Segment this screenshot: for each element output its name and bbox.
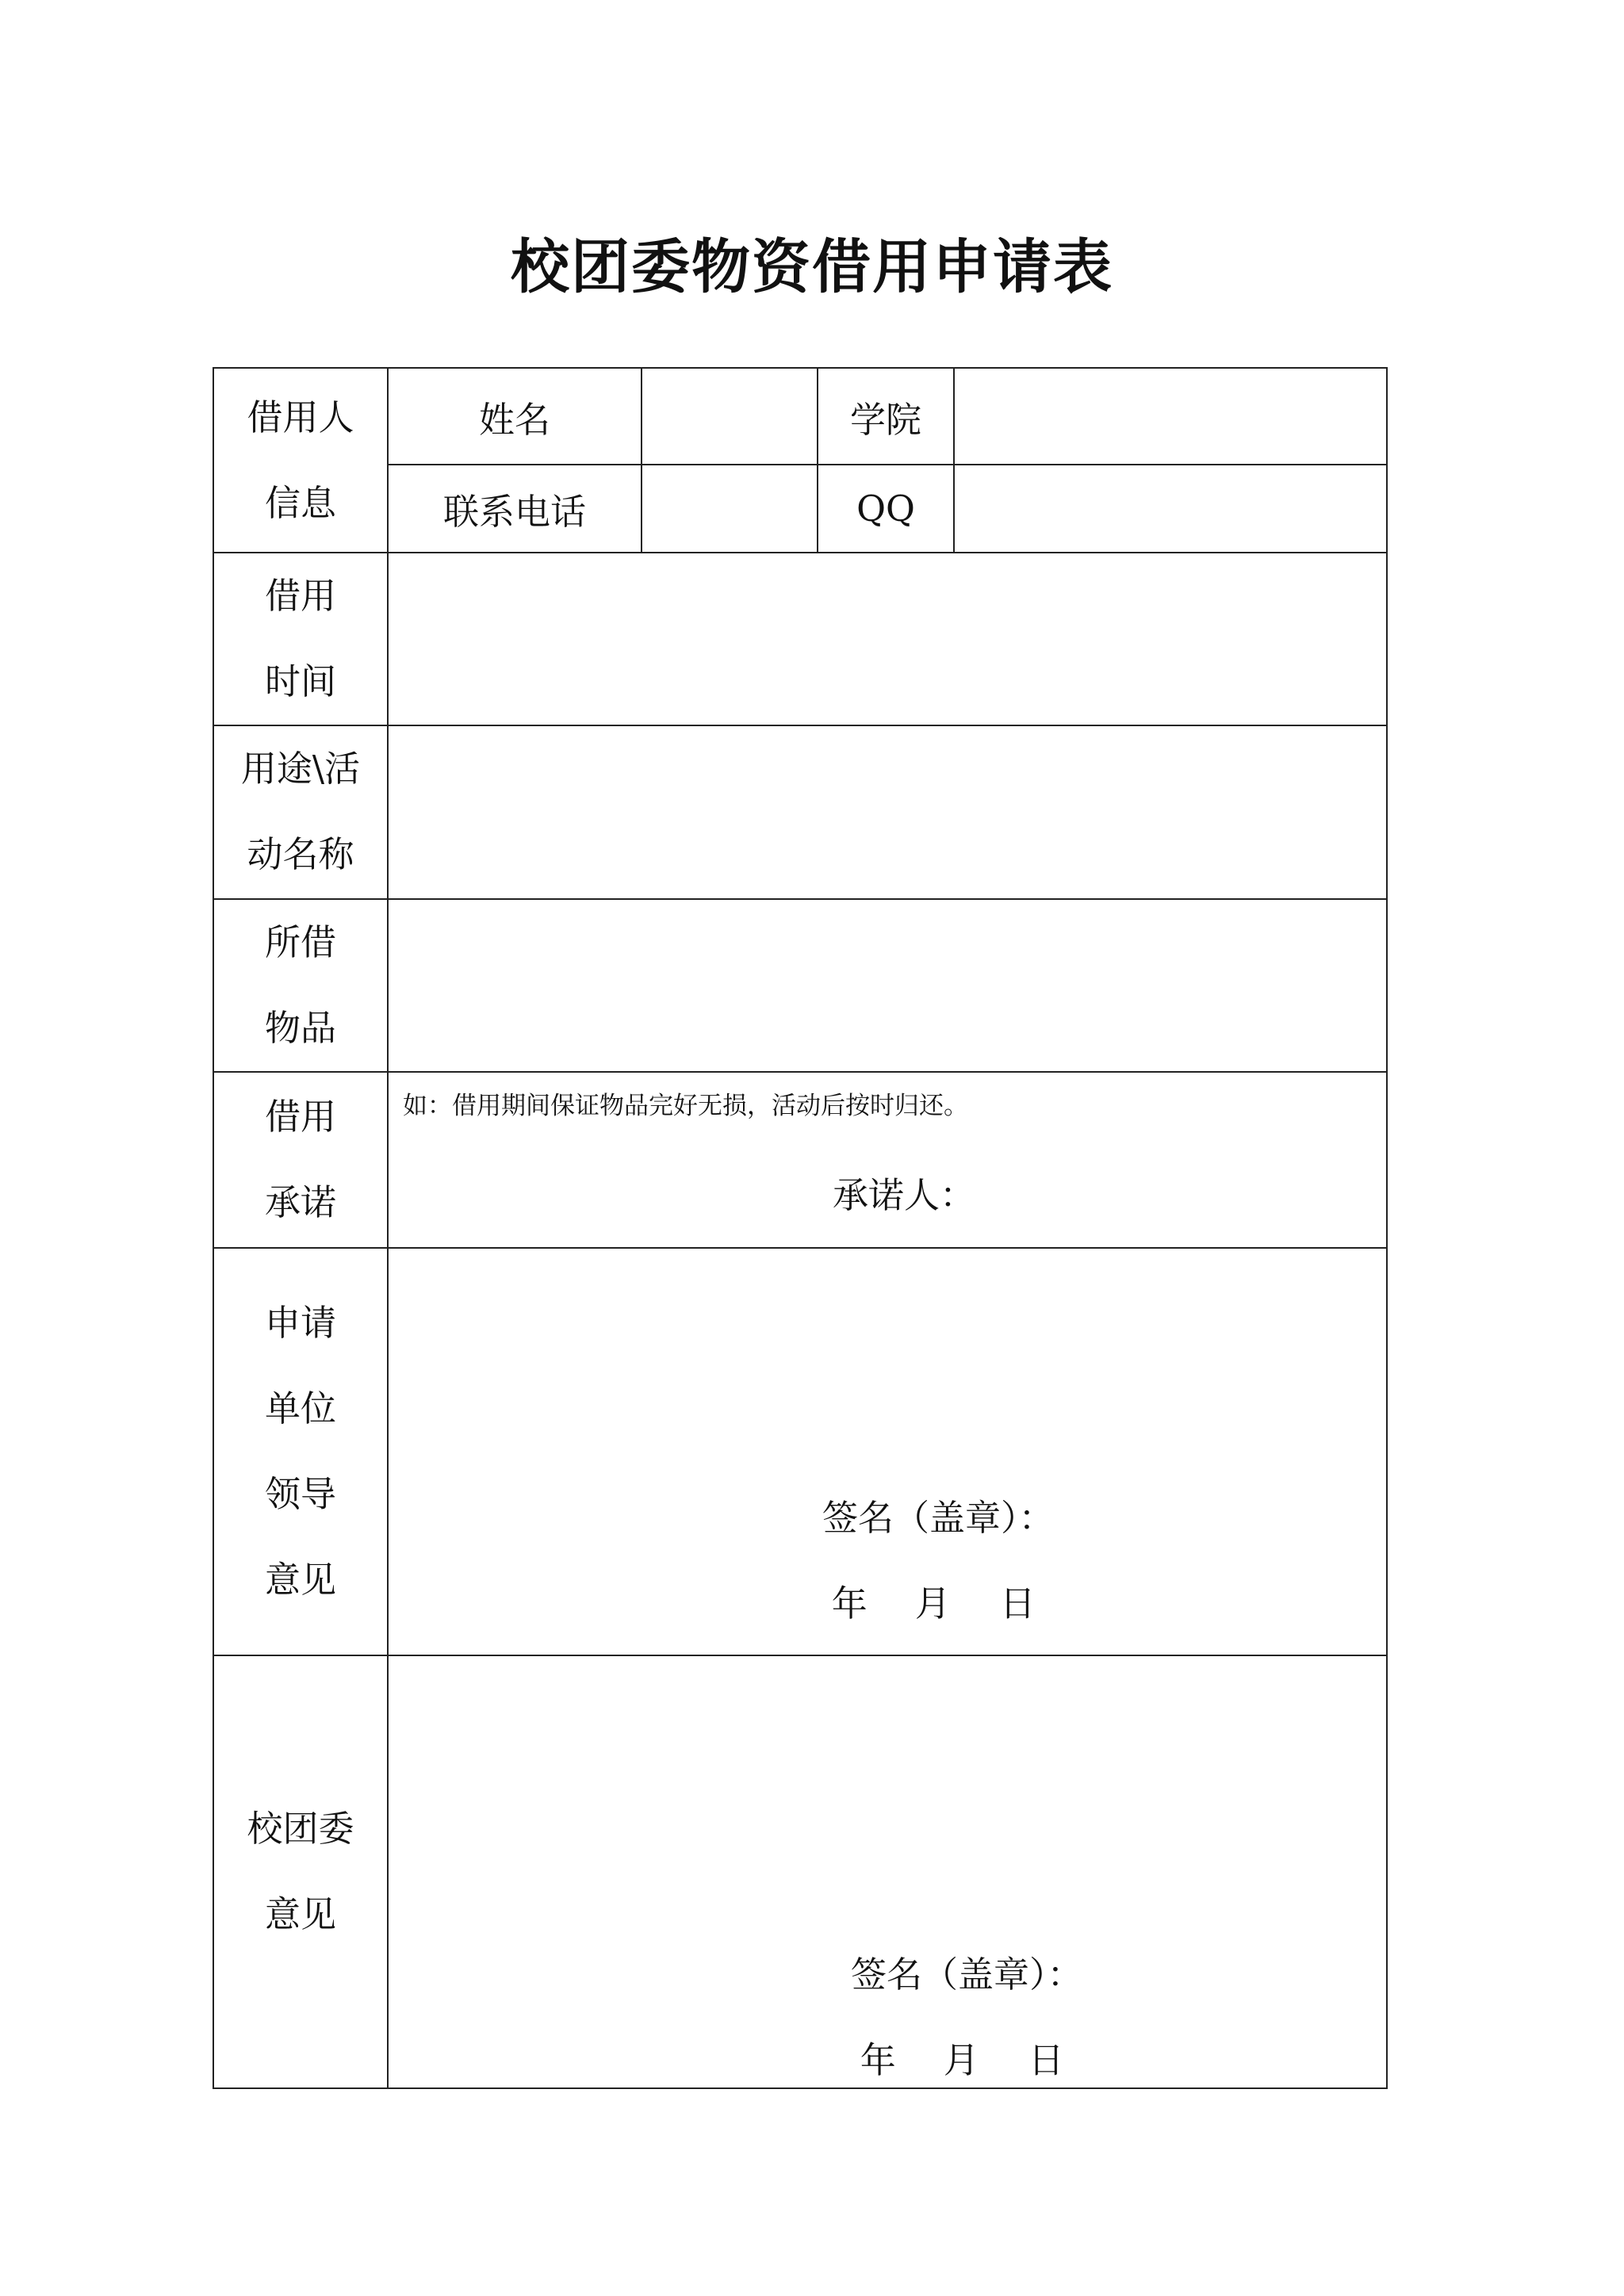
unit-leader-label <box>213 1248 388 1655</box>
items-field[interactable] <box>388 899 1387 1072</box>
items-label-line2: 物品 <box>264 1006 336 1049</box>
league-committee-label <box>213 1655 388 2088</box>
unit-leader-label-line4: 意见 <box>264 1559 336 1601</box>
league-committee-day: 日 <box>1028 2039 1064 2082</box>
college-field[interactable] <box>954 368 1387 465</box>
borrow-time-label-line1: 借用 <box>264 575 336 618</box>
league-committee-field[interactable] <box>388 1655 1387 2088</box>
league-committee-signature-label: 签名（盖章）： <box>851 1954 1083 1996</box>
unit-leader-label-line2: 单位 <box>264 1387 336 1430</box>
league-committee-date-line <box>841 2018 1083 2103</box>
unit-leader-month: 月 <box>914 1582 951 1624</box>
unit-leader-label-line1: 申请 <box>264 1302 336 1345</box>
qq-label: QQ <box>818 465 954 553</box>
pledge-label <box>213 1072 388 1248</box>
name-field[interactable] <box>642 368 818 465</box>
pledge-label-line1: 借用 <box>264 1095 336 1138</box>
unit-leader-day: 日 <box>999 1582 1036 1624</box>
league-committee-signature-block <box>851 1932 1083 2103</box>
items-label-line1: 所借 <box>264 920 336 963</box>
college-label: 学院 <box>818 368 954 465</box>
borrow-time-label <box>213 553 388 725</box>
borrower-info-label-line1: 借用人 <box>247 396 354 438</box>
pledge-signer-label: 承诺人： <box>833 1173 976 1216</box>
items-label <box>213 899 388 1072</box>
items-row <box>213 899 1387 1072</box>
league-committee-row <box>213 1655 1387 2088</box>
league-committee-label-line1: 校团委 <box>247 1808 354 1850</box>
borrower-row-2 <box>213 465 1387 553</box>
unit-leader-signature-block <box>822 1475 1055 1647</box>
unit-leader-label-line3: 领导 <box>264 1473 336 1516</box>
unit-leader-field[interactable] <box>388 1248 1387 1655</box>
application-form-table <box>213 367 1388 2089</box>
qq-field[interactable] <box>954 465 1387 553</box>
unit-leader-date-line <box>813 1561 1055 1647</box>
unit-leader-signature-label: 签名（盖章）： <box>822 1496 1055 1539</box>
unit-leader-year: 年 <box>831 1582 868 1624</box>
borrower-row-1 <box>213 368 1387 465</box>
purpose-label-line2: 动名称 <box>247 833 354 876</box>
phone-label: 联系电话 <box>388 465 642 553</box>
purpose-row <box>213 725 1387 898</box>
league-committee-month: 月 <box>943 2039 979 2082</box>
pledge-row <box>213 1072 1387 1248</box>
borrow-time-label-line2: 时间 <box>264 660 336 703</box>
pledge-label-line2: 承诺 <box>264 1181 336 1223</box>
name-label: 姓名 <box>388 368 642 465</box>
borrower-info-label-line2: 信息 <box>264 481 336 524</box>
page-title: 校团委物资借用申请表 <box>511 233 1113 301</box>
pledge-field[interactable] <box>388 1072 1387 1248</box>
purpose-label <box>213 725 388 898</box>
borrower-info-label <box>213 368 388 553</box>
borrow-time-field[interactable] <box>388 553 1387 725</box>
pledge-hint: 如：借用期间保证物品完好无损，活动后按时归还。 <box>403 1091 968 1120</box>
borrow-time-row <box>213 553 1387 725</box>
purpose-field[interactable] <box>388 725 1387 898</box>
unit-leader-row <box>213 1248 1387 1655</box>
purpose-label-line1: 用途\活 <box>240 748 361 790</box>
phone-field[interactable] <box>642 465 818 553</box>
league-committee-year: 年 <box>860 2039 896 2082</box>
league-committee-label-line2: 意见 <box>264 1893 336 1936</box>
